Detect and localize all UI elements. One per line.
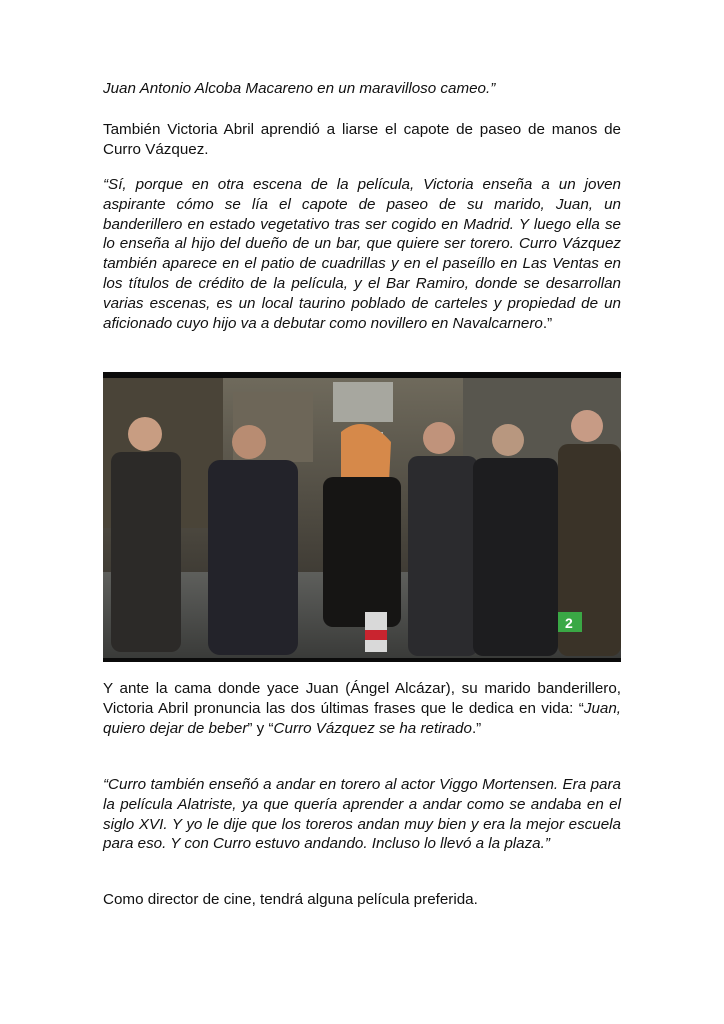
paragraph-4-text-e: .”: [471, 719, 482, 737]
paragraph-1: [103, 79, 621, 99]
paragraph-3-quote-end: .”: [542, 314, 553, 332]
paragraph-4-text-c: ” y “: [247, 719, 274, 737]
paragraph-3-quote-text: “Sí, porque en otra escena de la película, Victoria enseña a un joven aspirante cómo se lía el capote de paseo de su marido, Juan, un banderillero en estado vegetativo tras ser cogido en Madrid. Y luego ella se lo enseña al hijo del dueño de un bar, que quiere ser torero. Curro Vázquez también aparece en el patio de cuadrillas y en el paseíllo en Las Ventas en los títulos de crédito de la película, y el Bar Ramiro, donde se desarrollan varias escenas, es un local taurino poblado de carteles y propiedad de un aficionado cuyo hijo va a debutar como novillero en Navalcarnero: [103, 176, 621, 332]
channel-logo-icon: [558, 612, 582, 632]
paragraph-3-quote: [103, 175, 621, 333]
paragraph-5-quote: [103, 775, 621, 854]
paragraph-5-quote-text: “Curro también enseñó a andar en torero al actor Viggo Mortensen. Era para la película Alatriste, ya que quería aprender a andar como se andaba en el siglo XVI. Y yo le dije que los toreros andan muy bien y era la mejor escuela para eso. Y con Curro estuvo andando. Incluso lo llevó a la plaza.”: [103, 776, 621, 853]
channel-logo-number: 2: [565, 615, 573, 631]
street-scene-photo-icon: [103, 372, 621, 662]
paragraph-6: [103, 890, 621, 910]
paragraph-4-text-a: Y ante la cama donde yace Juan (Ángel Alcázar), su marido banderillero, Victoria Abril pronuncia las dos últimas frases que le dedica en vida: “: [103, 680, 621, 717]
paragraph-2: [103, 120, 621, 160]
paragraph-4-quote-2: Curro Vázquez se ha retirado: [273, 719, 472, 737]
paragraph-6-text: Como director de cine, tendrá alguna película preferida.: [103, 891, 478, 908]
paragraph-1-text: Juan Antonio Alcoba Macareno en un maravilloso cameo.”: [103, 80, 496, 97]
paragraph-2-text: También Victoria Abril aprendió a liarse el capote de paseo de manos de Curro Vázquez.: [103, 121, 621, 158]
paragraph-4-quote-1: Juan, quiero dejar de beber: [103, 699, 621, 737]
film-still-photo: [103, 372, 621, 662]
paragraph-4: [103, 679, 621, 738]
